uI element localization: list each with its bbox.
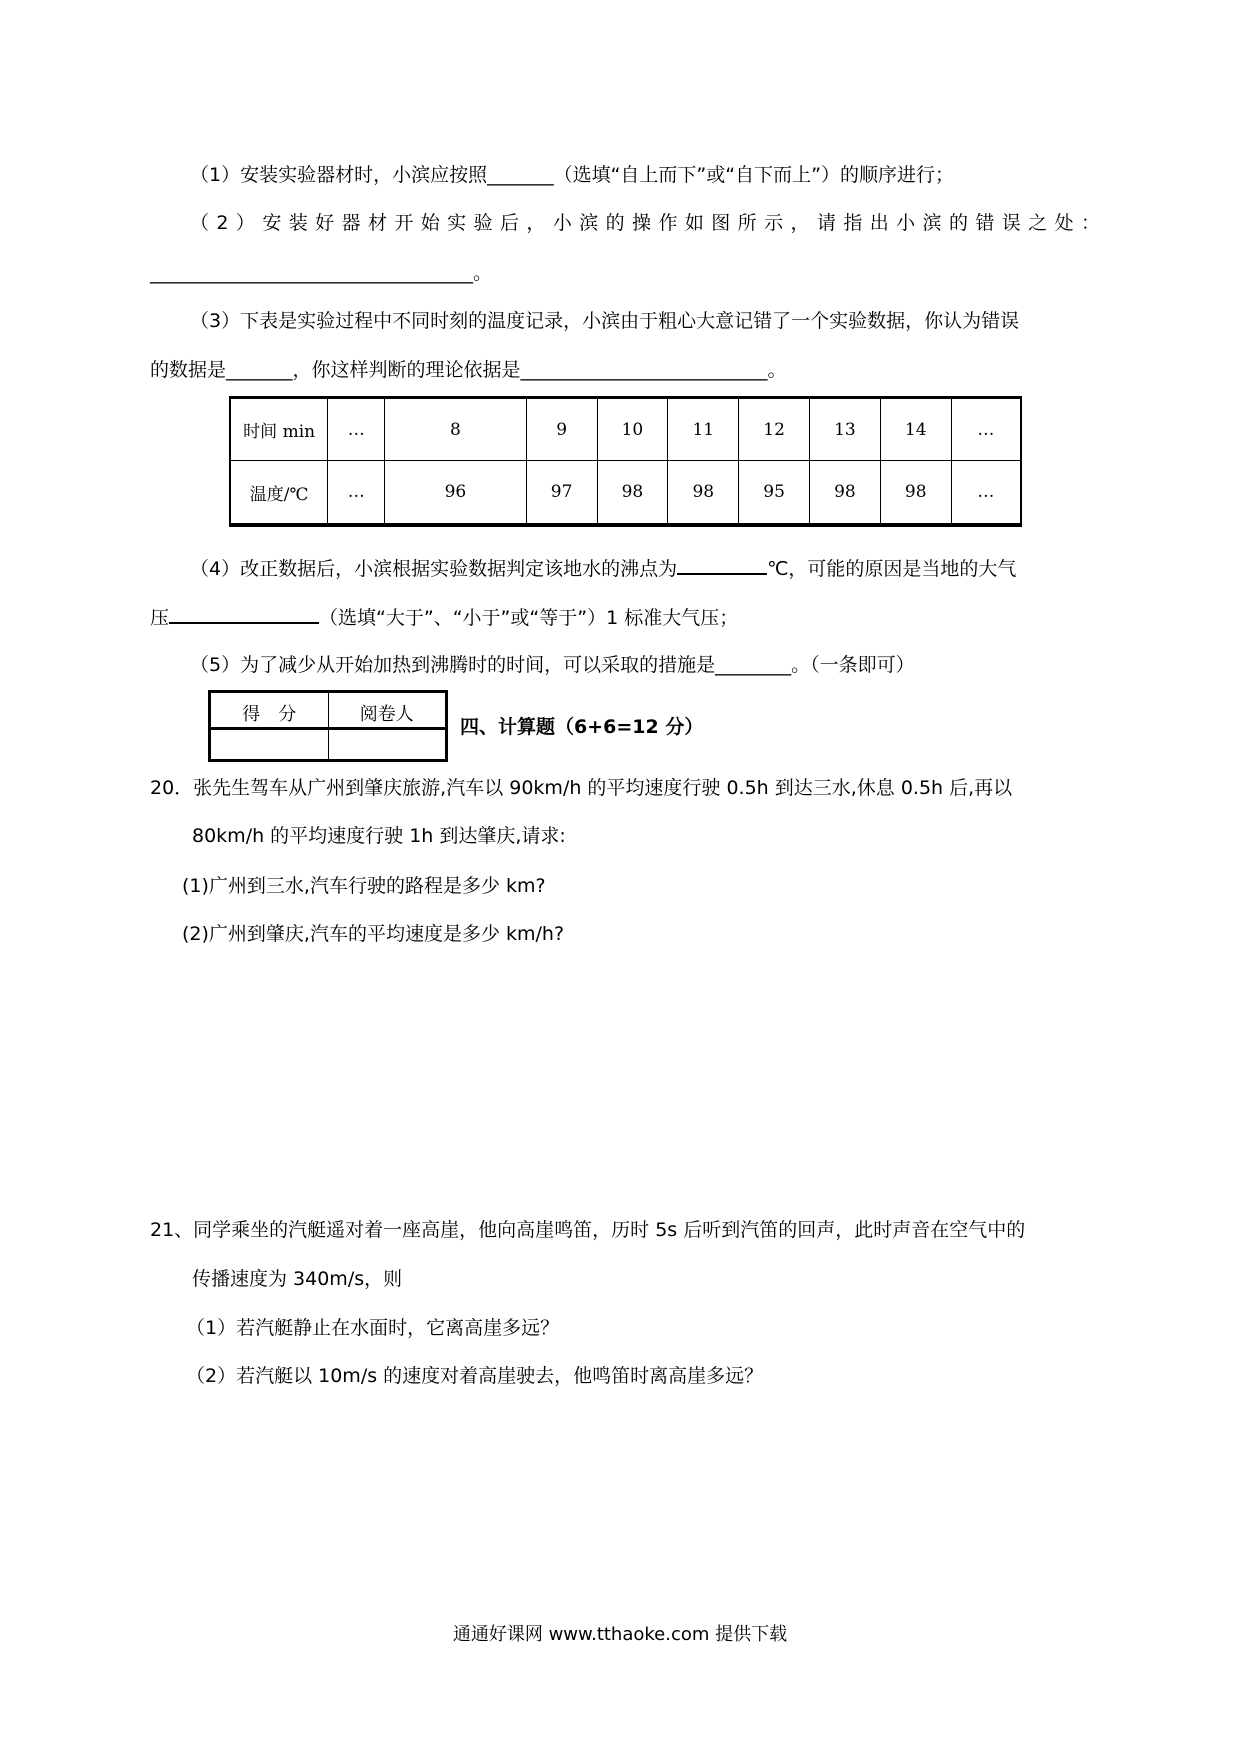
question-21-line-2: 传播速度为 340m/s，则 (192, 1268, 403, 1290)
table-cell: 12 (739, 398, 810, 461)
question-19-part-4-line-2 (150, 604, 738, 630)
table-cell: 13 (810, 398, 881, 461)
table-cell: … (951, 461, 1021, 525)
answer-blank (677, 555, 767, 575)
question-20-line-2: 80km/h 的平均速度行驶 1h 到达肇庆,请求: (192, 825, 566, 847)
footer-watermark: 通通好课网 www.tthaoke.com 提供下载 (452, 1624, 788, 1645)
text: ℃，可能的原因是当地的大气 (767, 558, 1017, 580)
question-19-part-5: （5）为了减少从开始加热到沸腾时的时间，可以采取的措施是________。（一条即可） (190, 654, 915, 676)
question-20-sub-1: (1)广州到三水,汽车行驶的路程是多少 km? (182, 875, 546, 897)
table-cell: 温度/℃ (230, 461, 328, 525)
table-cell: 95 (739, 461, 810, 525)
text: （选填“大于”、“小于”或“等于”）1 标准大气压； (319, 607, 739, 629)
table-cell: 98 (810, 461, 881, 525)
temperature-table (229, 396, 1022, 527)
table-cell: … (328, 461, 385, 525)
text: 压 (150, 607, 170, 629)
table-cell: 98 (880, 461, 951, 525)
table-cell: 14 (880, 398, 951, 461)
question-20-line-1: 20．张先生驾车从广州到肇庆旅游,汽车以 90km/h 的平均速度行驶 0.5h 到达三水,休息 0.5h 后,再以 (150, 777, 1013, 799)
table-cell: 11 (668, 398, 739, 461)
question-19-part-3-line-1: （3）下表是实验过程中不同时刻的温度记录，小滨由于粗心大意记错了一个实验数据，你认为错误 (190, 310, 1020, 332)
table-cell: 98 (597, 461, 668, 525)
question-19-part-3-line-2: 的数据是_______，你这样判断的理论依据是__________________________。 (150, 359, 787, 381)
score-box (208, 690, 448, 762)
score-cell (210, 729, 329, 761)
table-cell: … (328, 398, 385, 461)
table-row-time (230, 398, 1021, 461)
table-cell: 8 (385, 398, 527, 461)
question-19-part-4-line-1 (190, 555, 1016, 581)
table-cell: 96 (385, 461, 527, 525)
question-19-part-1: （1）安装实验器材时，小滨应按照_______（选填“自上而下”或“自下而上”）的顺序进行； (190, 164, 954, 186)
table-cell: … (951, 398, 1021, 461)
table-cell: 98 (668, 461, 739, 525)
score-label: 得 分 (210, 692, 329, 729)
question-19-part-2: （2）安装好器材开始实验后，小滨的操作如图所示，请指出小滨的错误之处： (190, 212, 1100, 234)
question-20-sub-2: (2)广州到肇庆,汽车的平均速度是多少 km/h? (182, 923, 565, 945)
question-21-sub-1: （1）若汽艇静止在水面时，它离高崖多远？ (186, 1317, 560, 1339)
table-cell: 时间 min (230, 398, 328, 461)
table-cell: 97 (526, 461, 597, 525)
table-cell: 9 (526, 398, 597, 461)
section-title: 四、计算题（6+6=12 分） (460, 716, 704, 738)
question-19-part-2-answer-blank: __________________________________。 (150, 262, 493, 284)
table-row-temperature (230, 461, 1021, 525)
grader-cell (328, 729, 447, 761)
table-cell: 10 (597, 398, 668, 461)
text: （4）改正数据后，小滨根据实验数据判定该地水的沸点为 (190, 558, 678, 580)
answer-blank (169, 604, 319, 624)
question-21-line-1: 21、同学乘坐的汽艇遥对着一座高崖，他向高崖鸣笛，历时 5s 后听到汽笛的回声，此时声音在空气中的 (150, 1219, 1026, 1241)
question-21-sub-2: （2）若汽艇以 10m/s 的速度对着高崖驶去，他鸣笛时离高崖多远？ (186, 1365, 764, 1387)
grader-label: 阅卷人 (328, 692, 447, 729)
